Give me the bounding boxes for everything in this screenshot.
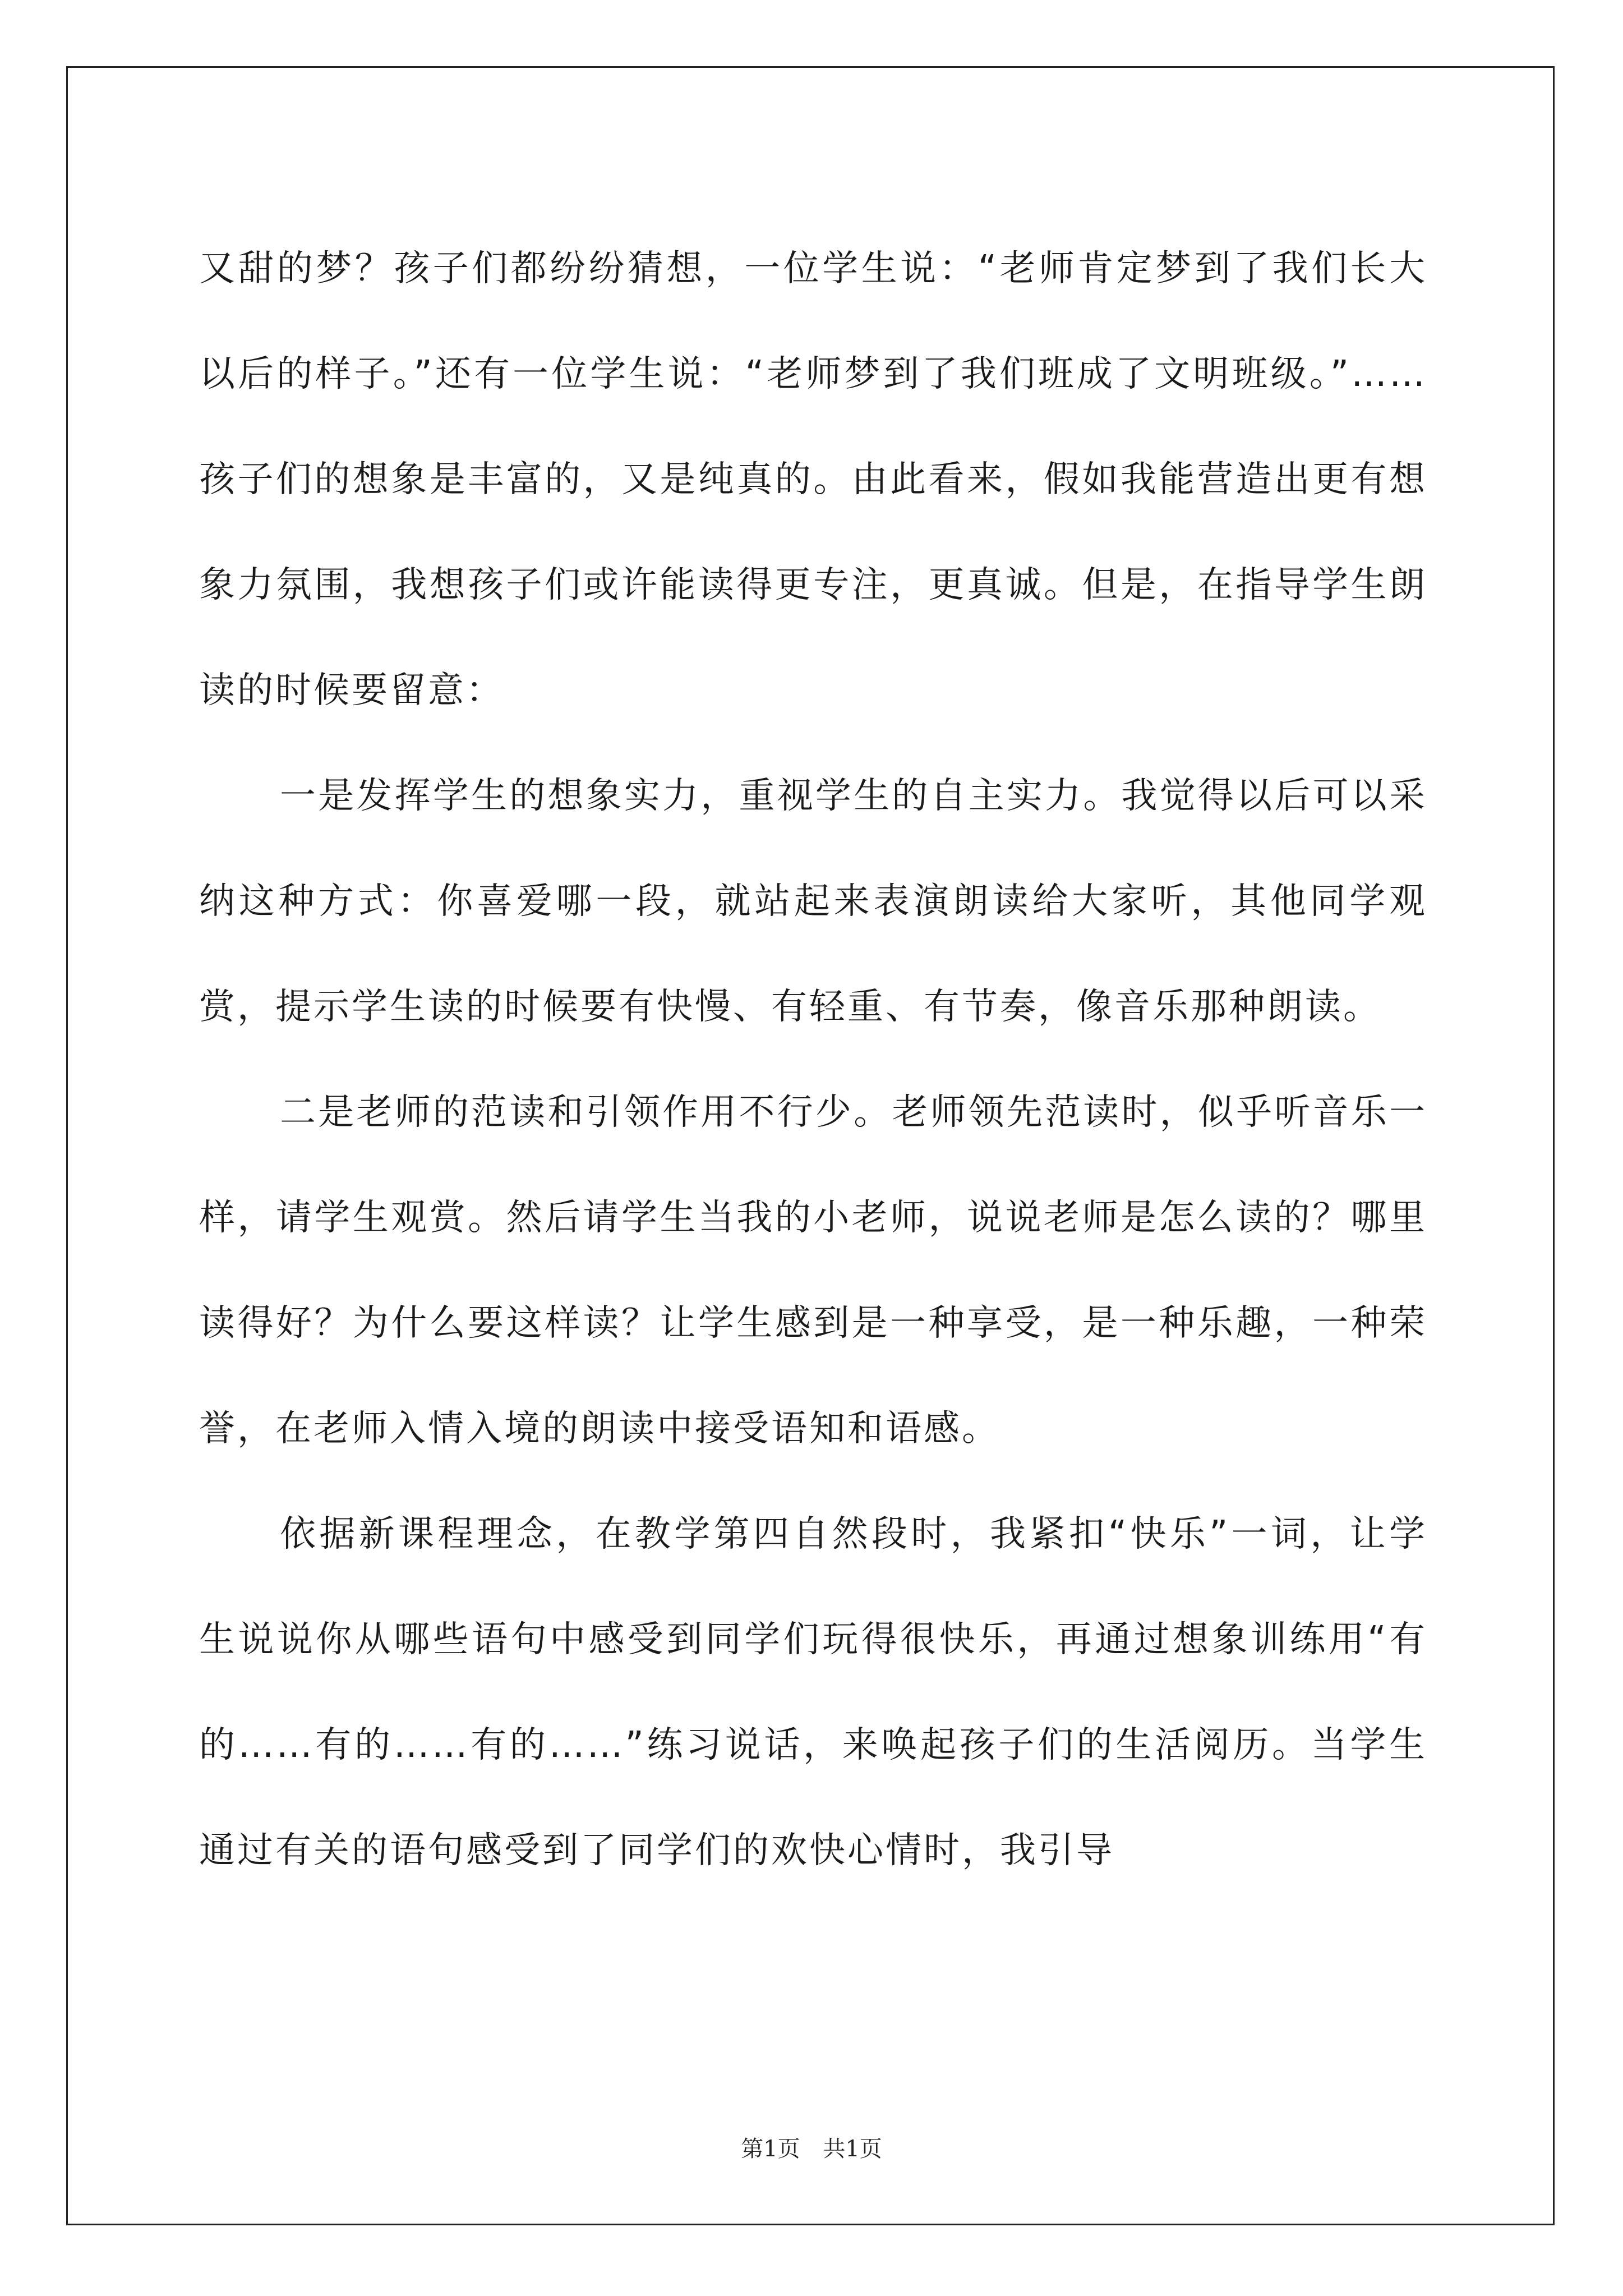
page-footer: [0, 2134, 1623, 2164]
page-number: 第1页: [741, 2136, 800, 2162]
paragraph-1: 又甜的梦？孩子们都纷纷猜想，一位学生说：“老师肯定梦到了我们长大以后的样子。”还有一位学生说：“老师梦到了我们班成了文明班级。”……孩子们的想象是丰富的，又是纯真的。由此看来，假如我能营造出更有想象力氛围，我想孩子们或许能读得更专注，更真诚。但是，在指导学生朗读的时候要留意：: [199, 248, 1427, 711]
page-total: 共1页: [823, 2136, 882, 2162]
paragraph-3: 二是老师的范读和引领作用不行少。老师领先范读时，似乎听音乐一样，请学生观赏。然后请学生当我的小老师，说说老师是怎么读的？哪里读得好？为什么要这样读？让学生感到是一种享受，是一种乐趣，一种荣誉，在老师入情入境的朗读中接受语知和语感。: [199, 1092, 1427, 1450]
paragraph-4: 依据新课程理念，在教学第四自然段时，我紧扣“快乐”一词，让学生说说你从哪些语句中感受到同学们玩得很快乐，再通过想象训练用“有的……有的……有的……”练习说话，来唤起孩子们的生活阅历。当学生通过有关的语句感受到了同学们的欢快心情时，我引导: [199, 1513, 1427, 1871]
document-body: [199, 216, 1427, 1903]
paragraph-2: 一是发挥学生的想象实力，重视学生的自主实力。我觉得以后可以采纳这种方式：你喜爱哪一段，就站起来表演朗读给大家听，其他同学观赏，提示学生读的时候要有快慢、有轻重、有节奏，像音乐那种朗读。: [199, 775, 1427, 1028]
